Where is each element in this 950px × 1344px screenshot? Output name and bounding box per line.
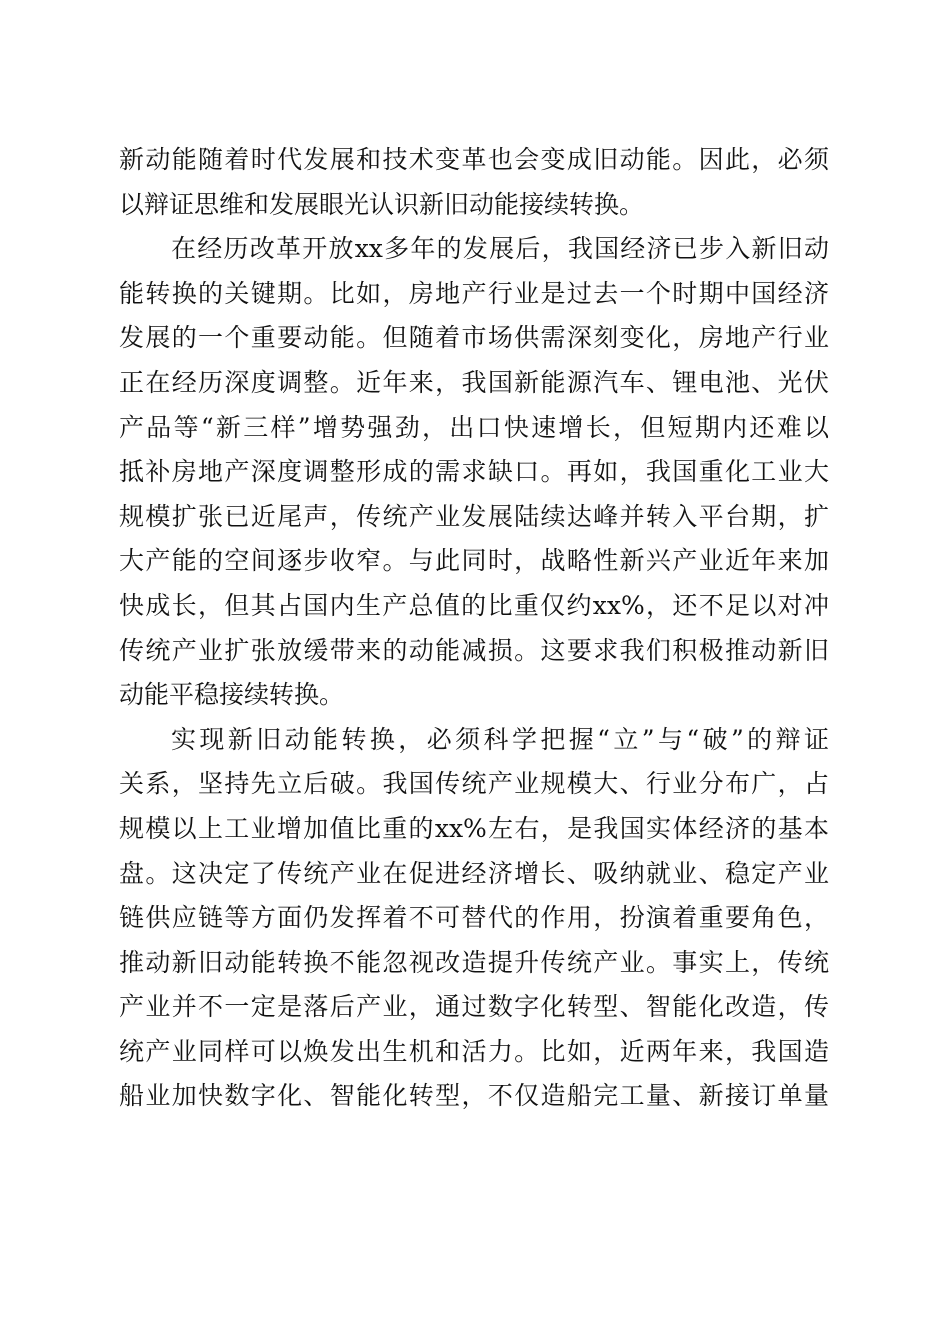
text-line: 抵补房地产深度调整形成的需求缺口。再如，我国重化工业大 [119, 457, 829, 487]
text-line: 统产业同样可以焕发出生机和活力。比如，近两年来，我国造 [119, 1036, 829, 1066]
text-line: 产品等“新三样”增势强劲，出口快速增长，但短期内还难以 [119, 412, 829, 442]
paragraph [119, 227, 829, 718]
text-line: 新动能随着时代发展和技术变革也会变成旧动能。因此，必须 [119, 145, 829, 174]
text-line: 盘。这决定了传统产业在促进经济增长、吸纳就业、稳定产业 [119, 858, 829, 888]
paragraph [119, 718, 829, 1119]
document-body [119, 138, 829, 1119]
text-line: 实现新旧动能转换，必须科学把握“立”与“破”的辩证 [171, 724, 829, 754]
text-line: 关系，坚持先立后破。我国传统产业规模大、行业分布广，占 [119, 769, 829, 799]
text-line: 链供应链等方面仍发挥着不可替代的作用，扮演着重要角色， [119, 903, 829, 933]
paragraph [119, 138, 829, 227]
text-line: 能转换的关键期。比如，房地产行业是过去一个时期中国经济 [119, 278, 829, 308]
text-line: 大产能的空间逐步收窄。与此同时，战略性新兴产业近年来加 [119, 546, 829, 576]
text-line: 推动新旧动能转换不能忽视改造提升传统产业。事实上，传统 [119, 947, 829, 977]
text-line: 产业并不一定是落后产业，通过数字化转型、智能化改造，传 [119, 992, 829, 1022]
text-line: 规模扩张已近尾声，传统产业发展陆续达峰并转入平台期，扩 [119, 501, 829, 531]
text-line: 快成长，但其占国内生产总值的比重仅约xx%，还不足以对冲 [119, 590, 829, 620]
text-line: 船业加快数字化、智能化转型，不仅造船完工量、新接订单量 [119, 1081, 829, 1111]
text-line: 动能平稳接续转换。 [119, 680, 345, 710]
text-line: 在经历改革开放xx多年的发展后，我国经济已步入新旧动 [171, 234, 829, 264]
text-line: 发展的一个重要动能。但随着市场供需深刻变化，房地产行业 [119, 323, 829, 353]
text-line: 正在经历深度调整。近年来，我国新能源汽车、锂电池、光伏 [119, 367, 829, 397]
text-line: 以辩证思维和发展眼光认识新旧动能接续转换。 [119, 189, 645, 219]
text-line: 规模以上工业增加值比重的xx%左右，是我国实体经济的基本 [119, 813, 829, 843]
text-line: 传统产业扩张放缓带来的动能减损。这要求我们积极推动新旧 [119, 635, 829, 665]
